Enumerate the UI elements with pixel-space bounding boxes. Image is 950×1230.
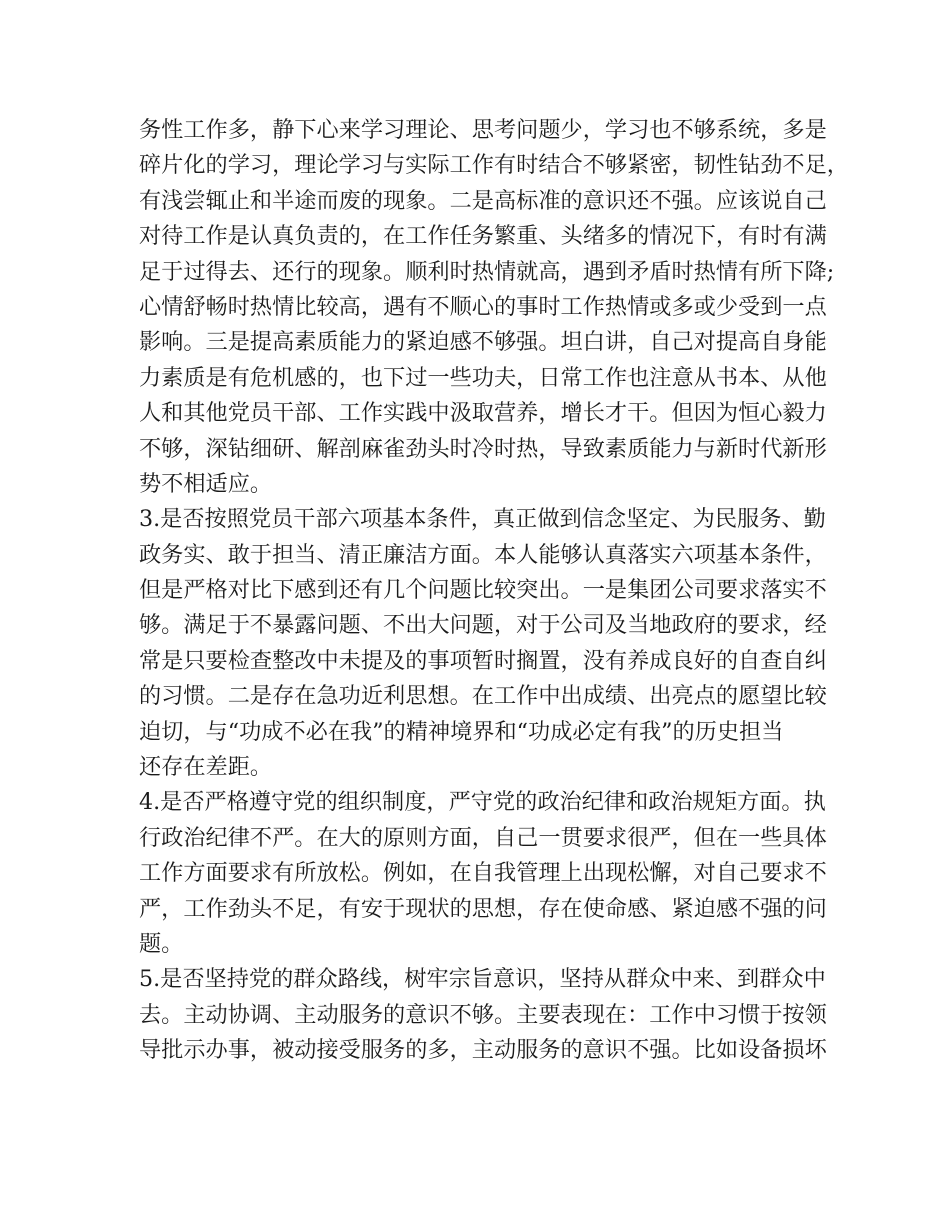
document-body xyxy=(139,113,849,1069)
text-line: 影响。三是提高素质能力的紧迫感不够强。坦白讲，自己对提高自身能 xyxy=(139,329,827,356)
text-line: 足于过得去、还行的现象。顺利时热情就高，遇到矛盾时热情有所下降; xyxy=(139,258,835,285)
text-line: 迫切，与“功成不必在我”的精神境界和“功成必定有我”的历史担当 xyxy=(139,718,784,745)
text-line: 力素质是有危机感的，也下过一些功夫，日常工作也注意从书本、从他 xyxy=(139,364,827,391)
text-line: 不够，深钻细研、解剖麻雀劲头时冷时热，导致素质能力与新时代新形 xyxy=(139,435,827,462)
text-line: 有浅尝辄止和半途而废的现象。二是高标准的意识还不强。应该说自己 xyxy=(139,187,827,214)
text-line: 常是只要检查整改中未提及的事项暂时搁置，没有养成良好的自查自纠 xyxy=(139,647,827,674)
text-line: 人和其他党员干部、工作实践中汲取营养，增长才干。但因为恒心毅力 xyxy=(139,400,827,427)
text-line-section-3: 3.是否按照党员干部六项基本条件，真正做到信念坚定、为民服务、勤 xyxy=(139,506,826,533)
text-line: 的习惯。二是存在急功近利思想。在工作中出成绩、出亮点的愿望比较 xyxy=(139,683,827,710)
text-line: 严，工作劲头不足，有安于现状的思想，存在使命感、紧迫感不强的问 xyxy=(139,895,827,922)
text-line-section-4: 4.是否严格遵守党的组织制度，严守党的政治纪律和政治规矩方面。执 xyxy=(139,789,826,816)
text-line: 心情舒畅时热情比较高，遇有不顺心的事时工作热情或多或少受到一点 xyxy=(139,293,827,320)
text-line: 但是严格对比下感到还有几个问题比较突出。一是集团公司要求落实不 xyxy=(139,577,827,604)
text-line: 够。满足于不暴露问题、不出大问题，对于公司及当地政府的要求，经 xyxy=(139,612,827,639)
text-line: 行政治纪律不严。在大的原则方面，自己一贯要求很严，但在一些具体 xyxy=(139,824,827,851)
text-line: 务性工作多，静下心来学习理论、思考问题少，学习也不够系统，多是 xyxy=(139,117,827,143)
text-line: 去。主动协调、主动服务的意识不够。主要表现在：工作中习惯于按领 xyxy=(139,1001,827,1028)
text-line-section-5: 5.是否坚持党的群众路线，树牢宗旨意识，坚持从群众中来、到群众中 xyxy=(139,966,826,993)
text-line: 工作方面要求有所放松。例如，在自我管理上出现松懈，对自己要求不 xyxy=(139,860,827,887)
text-line: 政务实、敢于担当、清正廉洁方面。本人能够认真落实六项基本条件， xyxy=(139,541,827,568)
text-line: 还存在差距。 xyxy=(139,754,273,781)
text-line: 导批示办事，被动接受服务的多，主动服务的意识不强。比如设备损坏 xyxy=(139,1037,827,1064)
text-line: 碎片化的学习，理论学习与实际工作有时结合不够紧密，韧性钻劲不足， xyxy=(139,152,849,179)
text-line: 对待工作是认真负责的，在工作任务繁重、头绪多的情况下，有时有满 xyxy=(139,223,827,250)
text-line: 势不相适应。 xyxy=(139,470,273,497)
text-line: 题。 xyxy=(139,930,184,957)
